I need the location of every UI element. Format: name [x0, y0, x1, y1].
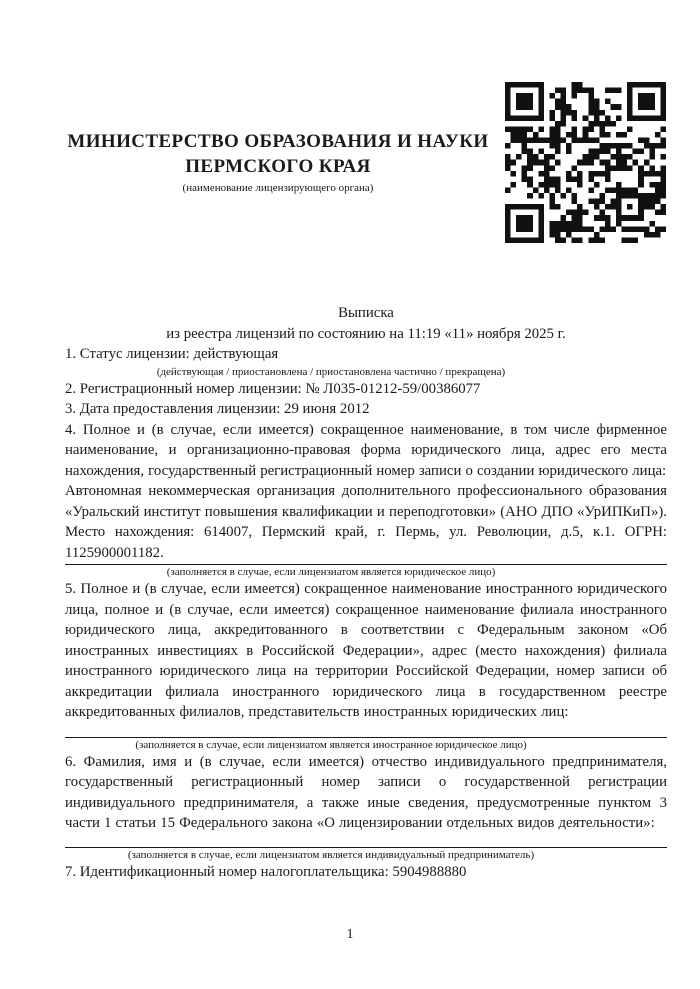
legal-entity-value: Автономная некоммерческая организация дополнительного профессионального образования «Уральский институт повышения квалификации и переподготовки» (АНО ДПО «УрИПКиП»). Место нахождения: 614007, Пермский край, г. Пермь, ул. Революции, д.5, к.1. ОГРН: 1125900001182. [65, 483, 667, 561]
document-title-line1: Выписка [338, 305, 394, 321]
ministry-name-line2: ПЕРМСКОГО КРАЯ [185, 156, 371, 177]
foreign-entity-caption: (заполняется в случае, если лицензиатом является иностранное юридическое лицо) [135, 738, 527, 751]
license-status-options-caption: (действующая / приостановлена / приостановлена частично / прекращена) [156, 365, 506, 378]
legal-entity-label: 4. Полное и (в случае, если имеется) сокращенное наименование, в том числе фирменное наименование, и организационно-правовая форма юридического лица, адрес его места нахождения, государственный регистрационный номер записи о создании юридического лица: [65, 421, 667, 479]
license-grant-date-line: 3. Дата предоставления лицензии: 29 июня 2012 [65, 401, 370, 417]
individual-entrepreneur-label: 6. Фамилия, имя и (в случае, если имеется) отчество индивидуального предпринимателя, государственный регистрационный номер записи о государственной регистрации индивидуального предпринимателя, а также иные сведения, предусмотренные пунктом 3 части 1 статьи 15 Федерального закона «О лицензировании отдельных видов деятельности»: [65, 753, 667, 831]
taxpayer-id-line: 7. Идентификационный номер налогоплательщика: 5904988880 [65, 863, 467, 880]
document-title [65, 303, 667, 344]
document-title-line2: из реестра лицензий по состоянию на 11:19 «11» ноября 2025 г. [166, 325, 566, 342]
qr-code-icon [505, 82, 666, 243]
ministry-caption: (наименование лицензирующего органа) [182, 182, 374, 194]
document-body [65, 303, 667, 882]
individual-entrepreneur-caption: (заполняется в случае, если лицензиатом является индивидуальный предприниматель) [127, 848, 535, 861]
page-number: 1 [346, 927, 354, 942]
ministry-name-line1: МИНИСТЕРСТВО ОБРАЗОВАНИЯ И НАУКИ [67, 131, 489, 152]
licensing-authority-header [65, 129, 491, 195]
legal-entity-caption: (заполняется в случае, если лицензиатом является юридическое лицо) [166, 566, 496, 578]
license-status-line: 1. Статус лицензии: действующая [65, 346, 279, 362]
foreign-entity-label: 5. Полное и (в случае, если имеется) сокращенное наименование иностранного юридического лица, полное и (в случае, если имеется) сокращенное наименование филиала иностранного юридического лица, аккредитованного в соответствии с Федеральным законом «Об иностранных инвестициях в Российской Федерации», адрес (место нахождения) филиала иностранного юридического лица на территории Российской Федерации, номер записи об аккредитации филиала иностранного юридического лица в государственном реестре аккредитованных филиалов, представительств иностранных юридических лиц: [65, 581, 667, 720]
registration-number-line: 2. Регистрационный номер лицензии: № Л035-01212-59/00386077 [65, 380, 481, 397]
